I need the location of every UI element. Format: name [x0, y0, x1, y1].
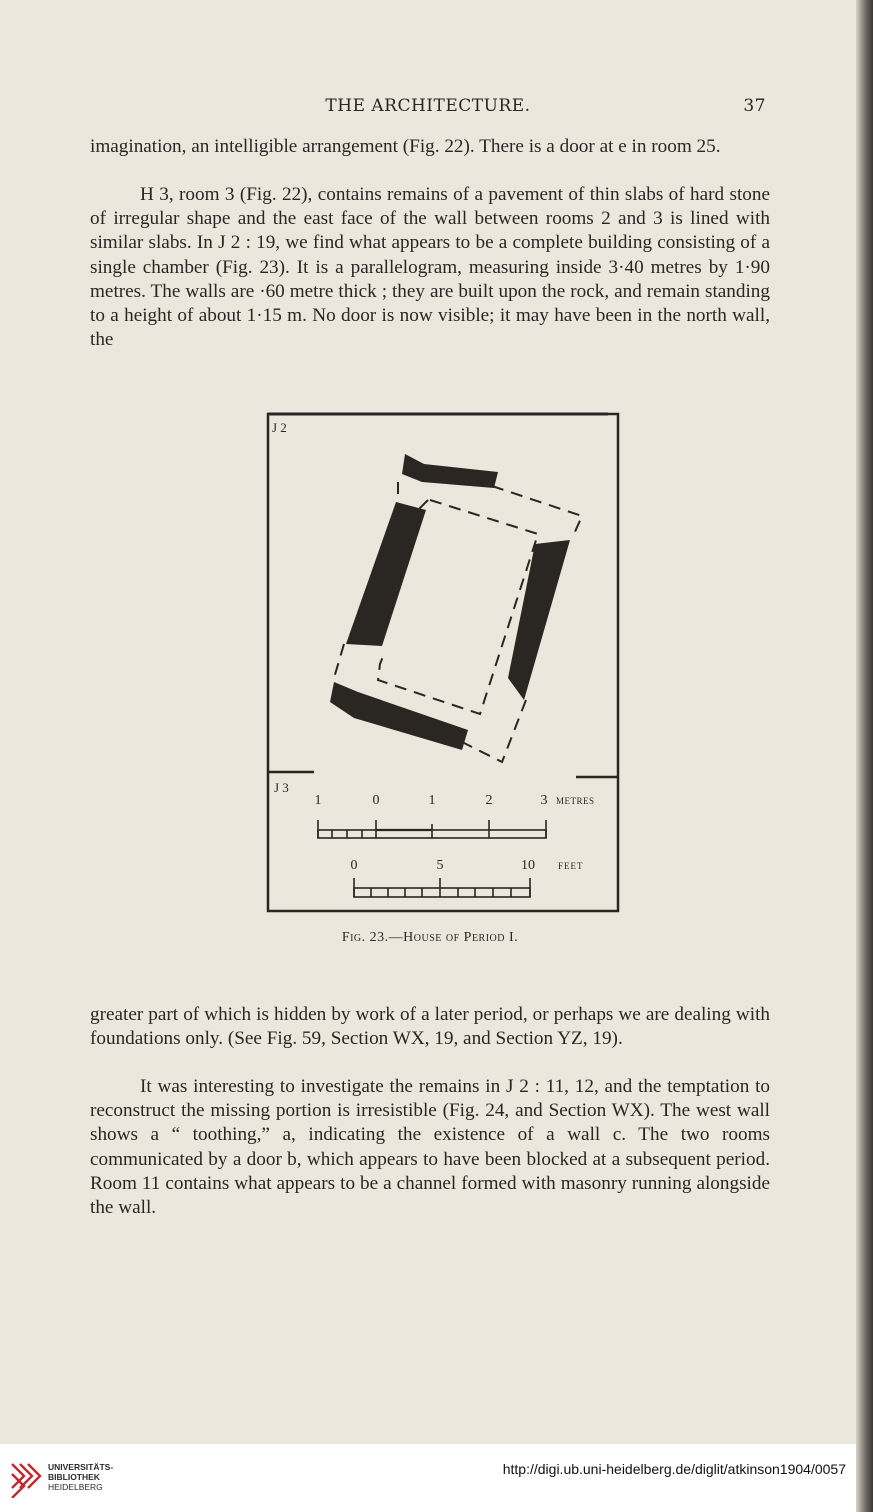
dashed-outer-top: [492, 486, 582, 534]
figure-caption: Fig. 23.—House of Period I.: [341, 930, 519, 945]
logo-line-3: HEIDELBERG: [48, 1482, 103, 1492]
wall-west: [346, 502, 426, 646]
metres-tick-1b: 1: [428, 793, 436, 808]
logo-line-2: BIBLIOTHEK: [48, 1472, 100, 1482]
page-edge-shadow: [856, 0, 873, 1512]
library-logo-icon: [8, 1458, 42, 1498]
feet-tick-0: 0: [350, 858, 358, 873]
feet-tick-5: 5: [436, 858, 444, 873]
feet-bar-outline: [354, 888, 530, 897]
dashed-outer-west: [334, 644, 344, 678]
feet-unit: FEET: [558, 861, 584, 871]
figure-23-plan: [262, 410, 622, 914]
feet-scale-bar: [354, 878, 530, 897]
paragraph-1: imagination, an intelligible arrangement (Fig. 22). There is a door at e in room 25.: [90, 136, 721, 157]
running-title: THE ARCHITECTURE.: [325, 96, 531, 116]
wall-south: [330, 682, 468, 750]
metres-unit: METRES: [556, 796, 595, 806]
library-logo-text: [48, 1462, 113, 1492]
metres-tick-1: 1: [314, 793, 322, 808]
dashed-outer-east: [458, 700, 526, 762]
wall-north: [402, 454, 498, 488]
paragraph-4: It was interesting to investigate the remains in J 2 : 11, 12, and the temptation to reconstruct the missing portion is irresistible (Fig. 24, and Section WX). The west wall shows a “ toothing,” a, indicating the existence of a wall c. The two rooms communicated by a door b, which appears to have been blocked at a subsequent period. Room 11 contains what appears to be a channel formed with masonry running alongside the wall.: [90, 1076, 770, 1219]
label-j3: J 3: [274, 780, 289, 795]
running-header: [90, 96, 766, 120]
metres-scale-bar: [318, 820, 546, 838]
page-number: 37: [743, 96, 766, 116]
paragraph-2: H 3, room 3 (Fig. 22), contains remains of a pavement of thin slabs of hard stone of irregular shape and the east face of the wall between rooms 2 and 3 is lined with similar slabs. In J 2 : 19, we find what appears to be a complete building consisting of a single chamber (Fig. 23). It is a parallelogram, measuring inside 3·40 metres by 1·90 metres. The walls are ·60 metre thick ; they are built upon the rock, and remain standing to a height of about 1·15 m. No door is now visible; it may have been in the north wall, the: [90, 184, 770, 351]
feet-tick-10: 10: [521, 858, 535, 873]
label-j2: J 2: [272, 420, 287, 435]
figure-frame: [268, 414, 618, 911]
wall-east: [508, 540, 570, 700]
metres-tick-3: 3: [540, 793, 548, 808]
footer-bar: [0, 1444, 856, 1512]
permalink-url[interactable]: http://digi.ub.uni-heidelberg.de/diglit/atkinson1904/0057: [502, 1461, 846, 1477]
paragraph-3: greater part of which is hidden by work of a later period, or perhaps we are dealing with foundations only. (See Fig. 59, Section WX, 19, and Section YZ, 19).: [90, 1004, 770, 1050]
metres-tick-2: 2: [485, 793, 493, 808]
logo-line-1: UNIVERSITÄTS-: [48, 1462, 114, 1472]
metres-tick-0: 0: [372, 793, 380, 808]
plan-drawing: [262, 410, 622, 914]
